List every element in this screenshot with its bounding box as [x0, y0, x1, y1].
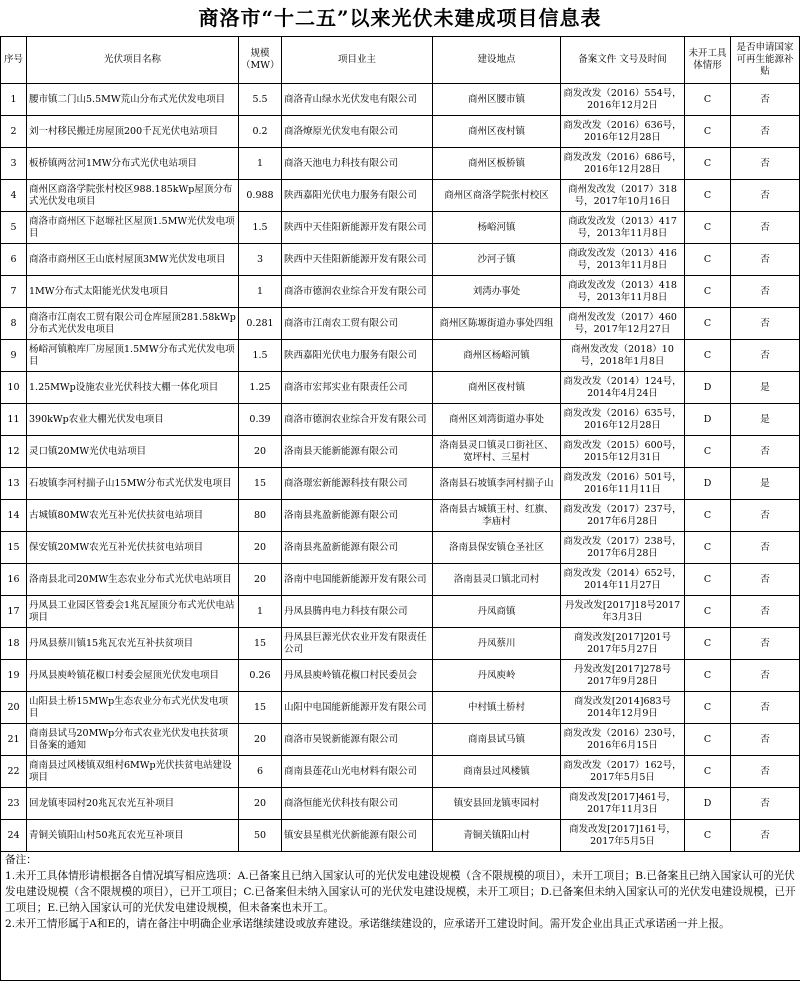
cell-location: 丹凤庾岭 — [433, 660, 561, 692]
cell-scale: 1 — [239, 148, 282, 180]
table-row — [1, 212, 800, 244]
notes-line-1: 1.未开工具体情形请根据各自情况填写相应选项：A.已备案且已纳入国家认可的光伏发电建设规模（含不限规模的项目），未开工项目；B.已备案且已纳入国家认可的光伏发电建设规模（含不限规模的项目），已开工项目；C.已备案但未纳入国家认可的光伏发电建设规模，未开工项目；D.已备案但未纳入国家认可的光伏发电建设规模，已开工项目；E.已纳入国家认可的光伏发电建设规模，但未备案也未开工。 — [5, 870, 796, 914]
cell-project-name: 丹凤县庾岭镇花椒口村委会屋顶光伏发电项目 — [27, 660, 239, 692]
cell-status: C — [685, 308, 731, 340]
cell-status: C — [685, 276, 731, 308]
cell-owner: 商洛市德润农业综合开发有限公司 — [282, 404, 433, 436]
cell-no: 7 — [1, 276, 27, 308]
header-scale: 规模（MW） — [239, 37, 282, 84]
cell-project-name: 杨峪河镇粮库厂房屋顶1.5MW分布式光伏发电项目 — [27, 340, 239, 372]
cell-project-name: 板桥镇两岔河1MW分布式光伏电站项目 — [27, 148, 239, 180]
cell-subsidy: 否 — [731, 84, 800, 116]
header-owner: 项目业主 — [282, 37, 433, 84]
cell-subsidy: 否 — [731, 436, 800, 468]
cell-no: 21 — [1, 724, 27, 756]
cell-scale: 1.5 — [239, 212, 282, 244]
cell-project-name: 山阳县土桥15MWp生态农业分布式光伏发电项目 — [27, 692, 239, 724]
cell-status: C — [685, 756, 731, 788]
notes-label: 备注： — [5, 854, 37, 866]
table-row — [1, 372, 800, 404]
cell-filing: 丹发改发[2017]278号2017年9月28日 — [561, 660, 685, 692]
header-no: 序号 — [1, 37, 27, 84]
notes-section — [0, 852, 800, 981]
cell-scale: 0.26 — [239, 660, 282, 692]
cell-scale: 0.2 — [239, 116, 282, 148]
cell-status: C — [685, 628, 731, 660]
cell-filing: 商发改发（2015）600号，2015年12月31日 — [561, 436, 685, 468]
cell-owner: 陕西嘉阳光伏电力服务有限公司 — [282, 180, 433, 212]
cell-filing: 商发改发[2017]461号，2017年11月3日 — [561, 788, 685, 820]
cell-scale: 80 — [239, 500, 282, 532]
cell-owner: 山阳中电国能新能源开发有限公司 — [282, 692, 433, 724]
table-row — [1, 692, 800, 724]
cell-owner: 商洛市宏邦实业有限责任公司 — [282, 372, 433, 404]
cell-status: C — [685, 244, 731, 276]
table-row — [1, 532, 800, 564]
cell-filing: 商州发改发（2018）10号，2018年1月8日 — [561, 340, 685, 372]
cell-subsidy: 是 — [731, 372, 800, 404]
cell-no: 6 — [1, 244, 27, 276]
cell-subsidy: 否 — [731, 756, 800, 788]
cell-filing: 商发改发（2016）636号，2016年12月28日 — [561, 116, 685, 148]
table-row — [1, 660, 800, 692]
cell-status: C — [685, 660, 731, 692]
cell-owner: 丹凤县巨源光伏农业开发有限责任公司 — [282, 628, 433, 660]
header-status: 未开工具体情形 — [685, 37, 731, 84]
cell-subsidy: 否 — [731, 340, 800, 372]
cell-no: 2 — [1, 116, 27, 148]
cell-subsidy: 否 — [731, 596, 800, 628]
cell-location: 洛南县灵口镇灵口街社区、宽坪村、三星村 — [433, 436, 561, 468]
cell-scale: 15 — [239, 628, 282, 660]
cell-location: 丹凤蔡川 — [433, 628, 561, 660]
cell-owner: 洛南县天能新能源有限公司 — [282, 436, 433, 468]
cell-no: 1 — [1, 84, 27, 116]
cell-project-name: 刘一村移民搬迁房屋顶200千瓦光伏电站项目 — [27, 116, 239, 148]
cell-location: 商州区腰市镇 — [433, 84, 561, 116]
cell-location: 商州区杨峪河镇 — [433, 340, 561, 372]
cell-filing: 商发改发（2016）686号，2016年12月28日 — [561, 148, 685, 180]
cell-project-name: 回龙镇枣园村20兆瓦农光互补项目 — [27, 788, 239, 820]
cell-status: C — [685, 436, 731, 468]
cell-status: C — [685, 212, 731, 244]
table-row — [1, 564, 800, 596]
cell-no: 14 — [1, 500, 27, 532]
table-row — [1, 788, 800, 820]
cell-location: 杨峪河镇 — [433, 212, 561, 244]
cell-no: 4 — [1, 180, 27, 212]
cell-status: C — [685, 500, 731, 532]
table-row — [1, 244, 800, 276]
table-row — [1, 116, 800, 148]
cell-subsidy: 否 — [731, 500, 800, 532]
cell-scale: 0.39 — [239, 404, 282, 436]
cell-status: C — [685, 148, 731, 180]
cell-subsidy: 否 — [731, 244, 800, 276]
cell-scale: 1.25 — [239, 372, 282, 404]
cell-filing: 商州发改发（2017）460号，2017年12月27日 — [561, 308, 685, 340]
cell-scale: 50 — [239, 820, 282, 852]
cell-subsidy: 否 — [731, 660, 800, 692]
cell-project-name: 丹凤县工业园区管委会1兆瓦屋顶分布式光伏电站项目 — [27, 596, 239, 628]
table-row — [1, 724, 800, 756]
header-name: 光伏项目名称 — [27, 37, 239, 84]
cell-location: 商州区刘湾街道办事处 — [433, 404, 561, 436]
cell-no: 3 — [1, 148, 27, 180]
cell-no: 16 — [1, 564, 27, 596]
cell-project-name: 灵口镇20MW光伏电站项目 — [27, 436, 239, 468]
table-row — [1, 180, 800, 212]
cell-no: 5 — [1, 212, 27, 244]
cell-subsidy: 否 — [731, 692, 800, 724]
cell-project-name: 商南县试马20MWp分布式农业光伏发电扶贫项目备案的通知 — [27, 724, 239, 756]
cell-filing: 商发改发（2014）652号，2014年11月27日 — [561, 564, 685, 596]
table-row — [1, 628, 800, 660]
cell-filing: 商政发改发（2013）418号，2013年11月8日 — [561, 276, 685, 308]
cell-status: D — [685, 372, 731, 404]
cell-scale: 1.5 — [239, 340, 282, 372]
table-row — [1, 820, 800, 852]
cell-scale: 20 — [239, 436, 282, 468]
cell-status: C — [685, 596, 731, 628]
header-subsidy: 是否申请国家可再生能源补贴 — [731, 37, 800, 84]
cell-scale: 1 — [239, 596, 282, 628]
cell-project-name: 洛南县北司20MW生态农业分布式光伏电站项目 — [27, 564, 239, 596]
cell-scale: 20 — [239, 564, 282, 596]
cell-owner: 镇安县星棋光伏新能源有限公司 — [282, 820, 433, 852]
cell-status: C — [685, 532, 731, 564]
cell-status: C — [685, 84, 731, 116]
cell-owner: 商洛青山绿水光伏发电有限公司 — [282, 84, 433, 116]
table-row — [1, 340, 800, 372]
cell-project-name: 1MW分布式太阳能光伏发电项目 — [27, 276, 239, 308]
cell-scale: 20 — [239, 788, 282, 820]
cell-filing: 商发改发[2017]161号，2017年5月5日 — [561, 820, 685, 852]
cell-location: 镇安县回龙镇枣园村 — [433, 788, 561, 820]
cell-scale: 5.5 — [239, 84, 282, 116]
cell-project-name: 商洛市商州区下赵塬社区屋顶1.5MW光伏发电项目 — [27, 212, 239, 244]
cell-location: 商南县过风楼镇 — [433, 756, 561, 788]
header-filing: 备案文件 文号及时间 — [561, 37, 685, 84]
cell-location: 商州区夜村镇 — [433, 116, 561, 148]
cell-filing: 商政发改发（2013）416号，2013年11月8日 — [561, 244, 685, 276]
page-title: 商洛市“十二五”以来光伏未建成项目信息表 — [198, 6, 602, 30]
cell-filing: 丹发改发[2017]18号2017年3月3日 — [561, 596, 685, 628]
cell-project-name: 石坡镇李河村揣子山15MW分布式光伏发电项目 — [27, 468, 239, 500]
cell-filing: 商州发改发（2017）318号，2017年10月16日 — [561, 180, 685, 212]
cell-location: 商州区夜村镇 — [433, 372, 561, 404]
cell-subsidy: 否 — [731, 308, 800, 340]
cell-filing: 商发改发（2016）554号，2016年12月2日 — [561, 84, 685, 116]
cell-subsidy: 否 — [731, 276, 800, 308]
cell-location: 商南县试马镇 — [433, 724, 561, 756]
notes-line-2: 2.未开工情形属于A和E的，请在备注中明确企业承诺继续建设或放弃建设。承诺继续建设的，应承诺开工建设时间。需开发企业出具正式承诺函一并上报。 — [5, 918, 730, 930]
cell-project-name: 1.25MWp设施农业光伏科技大棚一体化项目 — [27, 372, 239, 404]
cell-subsidy: 否 — [731, 532, 800, 564]
cell-subsidy: 否 — [731, 788, 800, 820]
cell-subsidy: 否 — [731, 148, 800, 180]
cell-owner: 丹凤县腾冉电力科技有限公司 — [282, 596, 433, 628]
cell-location: 商州区商洛学院张村校区 — [433, 180, 561, 212]
cell-status: C — [685, 820, 731, 852]
cell-owner: 商洛市江南农工贸有限公司 — [282, 308, 433, 340]
cell-owner: 陕西中天佳阳新能源开发有限公司 — [282, 244, 433, 276]
cell-location: 刘湾办事处 — [433, 276, 561, 308]
cell-location: 洛南县灵口镇北司村 — [433, 564, 561, 596]
cell-no: 10 — [1, 372, 27, 404]
cell-scale: 15 — [239, 692, 282, 724]
cell-no: 12 — [1, 436, 27, 468]
cell-owner: 陕西中天佳阳新能源开发有限公司 — [282, 212, 433, 244]
cell-owner: 商南县莲花山光电材料有限公司 — [282, 756, 433, 788]
cell-project-name: 商洛市商州区王山底村屋顶3MW光伏发电项目 — [27, 244, 239, 276]
table-row — [1, 756, 800, 788]
cell-subsidy: 否 — [731, 180, 800, 212]
cell-owner: 商洛璟宏新能源科技有限公司 — [282, 468, 433, 500]
cell-owner: 商洛天池电力科技有限公司 — [282, 148, 433, 180]
cell-owner: 商洛恒能光伏科技有限公司 — [282, 788, 433, 820]
cell-no: 9 — [1, 340, 27, 372]
cell-owner: 商洛燎原光伏发电有限公司 — [282, 116, 433, 148]
cell-owner: 洛南中电国能新能源开发有限公司 — [282, 564, 433, 596]
table-row — [1, 468, 800, 500]
cell-project-name: 腰市镇二门山5.5MW荒山分布式光伏发电项目 — [27, 84, 239, 116]
cell-location: 丹凤商镇 — [433, 596, 561, 628]
cell-subsidy: 否 — [731, 820, 800, 852]
cell-project-name: 古城镇80MW农光互补光伏扶贫电站项目 — [27, 500, 239, 532]
cell-subsidy: 否 — [731, 116, 800, 148]
cell-owner: 丹凤县庾岭镇花椒口村民委员会 — [282, 660, 433, 692]
cell-scale: 15 — [239, 468, 282, 500]
cell-filing: 商发改发（2016）230号，2016年6月15日 — [561, 724, 685, 756]
cell-status: C — [685, 564, 731, 596]
table-row — [1, 404, 800, 436]
cell-scale: 6 — [239, 756, 282, 788]
cell-no: 20 — [1, 692, 27, 724]
cell-location: 商州区陈塬街道办事处四组 — [433, 308, 561, 340]
cell-project-name: 丹凤县蔡川镇15兆瓦农光互补扶贫项目 — [27, 628, 239, 660]
cell-no: 17 — [1, 596, 27, 628]
cell-owner: 洛南县兆盈新能源有限公司 — [282, 532, 433, 564]
cell-no: 24 — [1, 820, 27, 852]
cell-status: C — [685, 724, 731, 756]
cell-subsidy: 否 — [731, 628, 800, 660]
project-table — [0, 36, 800, 852]
cell-project-name: 商洛市江南农工贸有限公司仓库屋顶281.58kWp分布式光伏发电项目 — [27, 308, 239, 340]
cell-no: 11 — [1, 404, 27, 436]
cell-filing: 商发改发[2014]683号2014年12月9日 — [561, 692, 685, 724]
cell-no: 15 — [1, 532, 27, 564]
cell-status: D — [685, 468, 731, 500]
table-row — [1, 500, 800, 532]
cell-no: 13 — [1, 468, 27, 500]
cell-no: 22 — [1, 756, 27, 788]
cell-filing: 商政发改发（2013）417号，2013年11月8日 — [561, 212, 685, 244]
cell-filing: 商发改发（2016）635号，2016年12月28日 — [561, 404, 685, 436]
cell-location: 青铜关镇阳山村 — [433, 820, 561, 852]
cell-filing: 商发改发（2017）162号，2017年5月5日 — [561, 756, 685, 788]
header-row — [1, 37, 800, 84]
cell-location: 沙河子镇 — [433, 244, 561, 276]
cell-scale: 20 — [239, 532, 282, 564]
cell-owner: 商洛市德润农业综合开发有限公司 — [282, 276, 433, 308]
cell-scale: 1 — [239, 276, 282, 308]
cell-status: D — [685, 788, 731, 820]
cell-scale: 20 — [239, 724, 282, 756]
cell-location: 商州区板桥镇 — [433, 148, 561, 180]
cell-no: 18 — [1, 628, 27, 660]
cell-filing: 商发改发（2017）237号，2017年6月28日 — [561, 500, 685, 532]
cell-subsidy: 否 — [731, 564, 800, 596]
cell-status: C — [685, 116, 731, 148]
cell-location: 中村镇土桥村 — [433, 692, 561, 724]
cell-status: C — [685, 692, 731, 724]
table-body — [1, 84, 800, 852]
cell-no: 19 — [1, 660, 27, 692]
cell-location: 洛南县古城镇王村、红旗、李庙村 — [433, 500, 561, 532]
cell-filing: 商发改发（2014）124号，2014年4月24日 — [561, 372, 685, 404]
cell-owner: 商洛市昊锐新能源有限公司 — [282, 724, 433, 756]
cell-filing: 商发改发（2017）238号，2017年6月28日 — [561, 532, 685, 564]
cell-location: 洛南县石坡镇李河村揣子山 — [433, 468, 561, 500]
cell-subsidy: 是 — [731, 468, 800, 500]
header-location: 建设地点 — [433, 37, 561, 84]
cell-subsidy: 是 — [731, 404, 800, 436]
cell-filing: 商发改发[2017]201号2017年5月27日 — [561, 628, 685, 660]
cell-project-name: 商州区商洛学院张村校区988.185kWp屋顶分布式光伏发电项目 — [27, 180, 239, 212]
table-row — [1, 84, 800, 116]
cell-status: C — [685, 340, 731, 372]
cell-status: D — [685, 404, 731, 436]
cell-project-name: 保安镇20MW农光互补光伏扶贫电站项目 — [27, 532, 239, 564]
cell-no: 23 — [1, 788, 27, 820]
table-row — [1, 596, 800, 628]
cell-location: 洛南县保安镇仓圣社区 — [433, 532, 561, 564]
cell-owner: 陕西嘉阳光伏电力服务有限公司 — [282, 340, 433, 372]
table-row — [1, 436, 800, 468]
cell-project-name: 青铜关镇阳山村50兆瓦农光互补项目 — [27, 820, 239, 852]
cell-subsidy: 否 — [731, 212, 800, 244]
cell-filing: 商发改发（2016）501号，2016年11月11日 — [561, 468, 685, 500]
table-row — [1, 276, 800, 308]
cell-status: C — [685, 180, 731, 212]
cell-subsidy: 否 — [731, 724, 800, 756]
cell-project-name: 商南县过风楼镇双组村6MWp光伏扶贫电站建设项目 — [27, 756, 239, 788]
cell-scale: 3 — [239, 244, 282, 276]
table-row — [1, 308, 800, 340]
cell-owner: 洛南县兆盈新能源有限公司 — [282, 500, 433, 532]
table-row — [1, 148, 800, 180]
cell-no: 8 — [1, 308, 27, 340]
cell-scale: 0.988 — [239, 180, 282, 212]
cell-scale: 0.281 — [239, 308, 282, 340]
cell-project-name: 390kWp农业大棚光伏发电项目 — [27, 404, 239, 436]
